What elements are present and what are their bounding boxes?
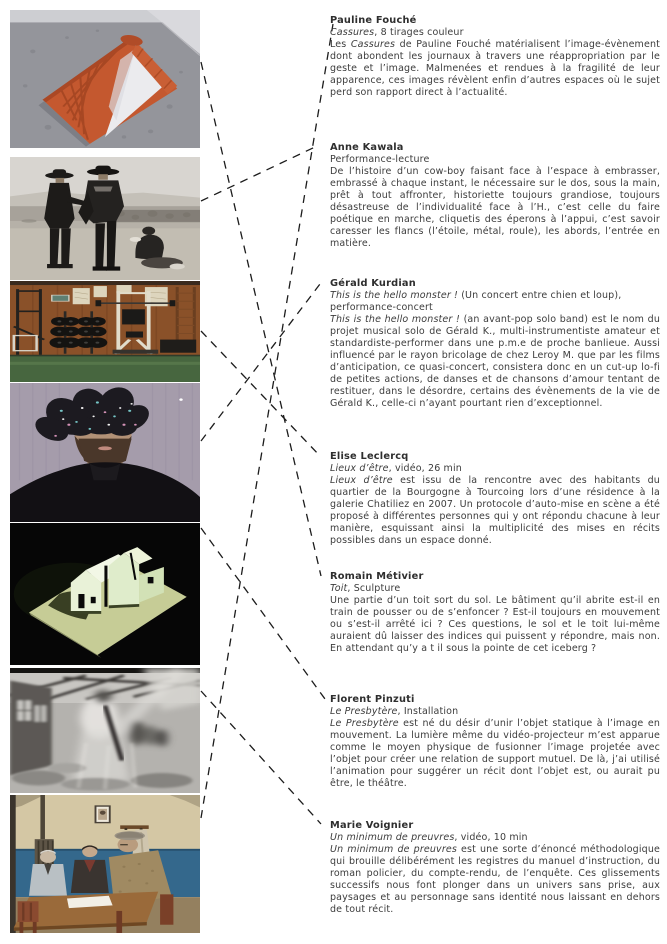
- text-run: est issu de la rencontre avec des habitants du quartier de la Bourgogne à Tourcoing lors d’une résidence à la galerie Chatiliez en 2007. Un protocole d’auto-mise en scène a été proposé à différentes personnes qui y ont répondu chacune à leur manière, esquissant ainsi la multiplicité des mises en récits possibles dans un espace donné.: [330, 475, 660, 546]
- connector-house-to-pinzuti: [201, 528, 325, 699]
- house-model-illustration: [10, 523, 200, 665]
- entry-anne-kawala: [330, 142, 660, 250]
- work-description: [330, 166, 660, 250]
- entry-marie-voignier: [330, 820, 660, 916]
- text-run: , vidéo, 10 min: [454, 832, 528, 843]
- text-run: Lieux d’être: [330, 463, 389, 474]
- photo-house-model: [10, 523, 200, 665]
- artist-name: Romain Métivier: [330, 571, 424, 582]
- text-run: Cassures: [350, 39, 396, 50]
- artist-name: Elise Leclercq: [330, 451, 409, 462]
- text-run: Un minimum de preuvres: [330, 844, 457, 855]
- text-run: Lieux d’être: [330, 475, 393, 486]
- work-description: [330, 314, 660, 410]
- connector-cowboys-to-kawala: [201, 147, 315, 201]
- gym-illustration: [10, 281, 200, 382]
- work-title: [330, 290, 660, 314]
- text-run: This is the hello monster !: [330, 314, 460, 325]
- photo-butterfly-man: [10, 383, 200, 522]
- photo-cowboys: [10, 157, 200, 280]
- text-run: Une partie d’un toit sort du sol. Le bâtiment qu’il abrite est-il en train de pousser ou de s’enfoncer ? Est-il toujours en mouvement ou s’est-il arrêté ici ? Ces questions, le sol et le toit lui-même auraient dû laisser des indices qui puissent y répondre, mais non. En attendant qu’y a t il sous la pointe de cet iceberg ?: [330, 595, 660, 654]
- connector-ruins-to-voignier: [201, 691, 321, 824]
- text-run: Toit: [330, 583, 348, 594]
- entry-florent-pinzuti: [330, 694, 660, 790]
- photo-roof-model: [10, 10, 200, 148]
- ruins-illustration: [10, 668, 200, 793]
- connector-gym-to-leclercq: [201, 331, 321, 457]
- chalkboard: [52, 295, 69, 301]
- text-run: (Un concert entre chien et loup), performance-concert: [330, 290, 622, 313]
- artist-name: Anne Kawala: [330, 142, 404, 153]
- text-run: , Installation: [397, 706, 459, 717]
- work-title: [330, 832, 660, 844]
- butterfly-man-illustration: [10, 383, 200, 522]
- text-run: , vidéo, 26 min: [388, 463, 462, 474]
- connector-roof-to-metivier: [201, 62, 321, 576]
- text-run: Cassures: [330, 27, 375, 38]
- photo-gym: [10, 281, 200, 382]
- photo-ruins: [10, 668, 200, 793]
- work-description: [330, 475, 660, 547]
- entry-pauline-fouche: [330, 15, 660, 99]
- entry-elise-leclercq: [330, 451, 660, 547]
- text-run: Un minimum de preuvres: [330, 832, 455, 843]
- artist-name: Florent Pinzuti: [330, 694, 415, 705]
- text-run: est une sorte d’énoncé méthodologique qui brouille délibérément les registres du manuel d’instruction, du roman policier, du compte-rendu, de l’enquête. Ces glissements successifs nous font plonger dans un univers sans prise, aux paysages et au personnage sans identité nous laissant en dehors de tout récit.: [330, 844, 660, 915]
- artist-name: Marie Voignier: [330, 820, 414, 831]
- connector-butterfly-to-kurdian: [201, 284, 320, 441]
- text-run: (an avant-pop solo band) est le nom du projet musical solo de Gérald K., multi-instrumentiste amateur et standardiste-performer dans une p.m.e de proche banlieue. Aussi influencé par le rayon bricolage de chez Leroy M. que par les films d’anticipation, ce quasi-concert, consistera donc en un cut-up lo-fi de petites actions, de danses et de chansons d’amour tentant de restituer, dans le désordre, certains des évènements de la vie de Gérald K., celle-ci n’ayant pourtant rien d’exceptionnel.: [330, 314, 660, 409]
- text-run: Le Presbytère: [330, 706, 398, 717]
- cafe-men-illustration: [10, 795, 200, 933]
- text-run: de Pauline Fouché matérialisent l’image-évènement dont abondent les journaux à travers une réappropriation par le geste et l’image. Malmenées et rendues à la fragilité de leur apparence, ces images révèlent enfin d’autres espaces où le sujet perd son rapport direct à l’actualité.: [330, 39, 661, 98]
- text-run: Les: [330, 39, 351, 50]
- artist-name: Gérald Kurdian: [330, 278, 416, 289]
- work-description: [330, 39, 660, 99]
- work-title: [330, 706, 660, 718]
- artist-name: Pauline Fouché: [330, 15, 417, 26]
- text-run: De l’histoire d’un cow-boy faisant face à l’espace à embrasser, embrassé à chaque instant, le nécessaire sur le dos, sous la main, prêt à tout affronter, historiette toujours grandiose, toujours désastreuse de l’individualité face à l’H., c’est celle du faire poétique en marche, cliquetis des éperons à l’appui, c’est savoir caresser les flancs (l’étoile, métal, roule), les abords, l’entrée en matière.: [330, 166, 660, 249]
- work-description: [330, 844, 660, 916]
- cowboys-illustration: [10, 157, 200, 280]
- ruined-wall: [10, 681, 52, 776]
- photo-cafe-men: [10, 795, 200, 933]
- text-run: , Sculpture: [347, 583, 401, 594]
- text-run: , 8 tirages couleur: [374, 27, 464, 38]
- work-description: [330, 718, 660, 790]
- work-description: [330, 595, 660, 655]
- roof-model-illustration: [10, 10, 200, 148]
- work-title: [330, 154, 660, 166]
- text-run: est né du désir d’unir l’objet statique à l’image en mouvement. La lumière même du vidéo-projecteur m’est apparue comme le moyen physique de fusionner l’image projetée avec l’objet pour créer une relation de support mutuel. De là, j’ai utilisé l’animation pour suggérer un récit dont l’objet est, ou aurait pu être, le théâtre.: [330, 718, 660, 789]
- work-title: [330, 463, 660, 475]
- entry-gerald-kurdian: [330, 278, 660, 410]
- work-title: [330, 583, 660, 595]
- text-run: Le Presbytère: [330, 718, 399, 729]
- text-run: This is the hello monster !: [330, 290, 459, 301]
- connector-cafe-to-fouche: [201, 24, 333, 818]
- framed-portrait: [96, 806, 110, 823]
- entry-romain-metivier: [330, 571, 660, 655]
- text-run: Performance-lecture: [330, 154, 430, 165]
- work-title: [330, 27, 660, 39]
